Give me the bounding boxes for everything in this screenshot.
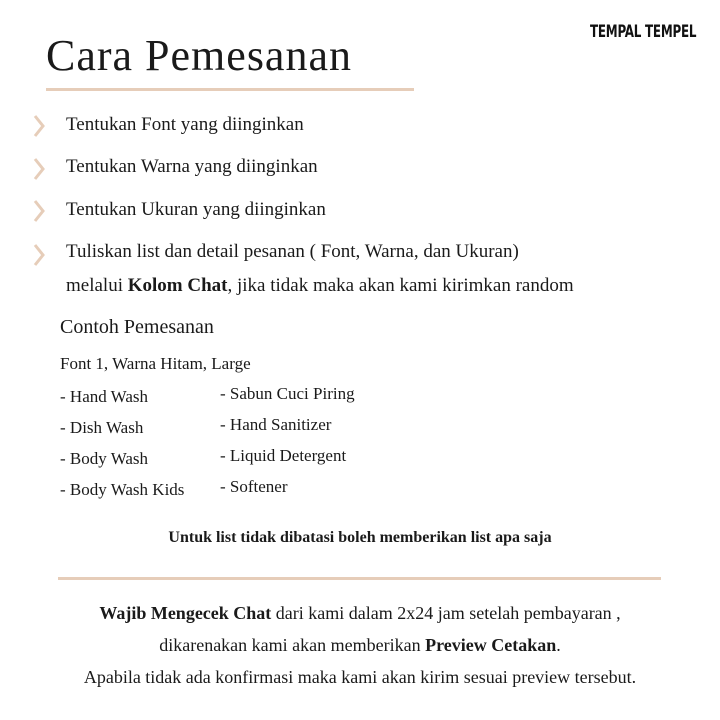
example-list-left (60, 383, 184, 507)
step-1-text: Tentukan Font yang diinginkan (66, 114, 304, 135)
step-2 (66, 150, 318, 184)
closing-line-2-pre: dikarenakan kami akan memberikan (159, 635, 426, 655)
step-3 (66, 193, 326, 227)
list-item: - Liquid Detergent (220, 446, 347, 465)
closing-line-2 (0, 629, 720, 661)
step-4-line-2 (66, 269, 574, 303)
example-title: Contoh Pemesanan (60, 316, 214, 338)
page-title: Cara Pemesanan (46, 31, 352, 80)
list-item: - Body Wash (60, 449, 149, 468)
step-1 (66, 108, 304, 142)
chevron-right-icon (30, 156, 48, 182)
brand-logo: TEMPAL TEMPEL (589, 22, 696, 42)
closing-line-1 (0, 597, 720, 629)
wajib-cek-chat-emphasis: Wajib Mengecek Chat (99, 603, 272, 623)
closing-line-1-post: dari kami dalam 2x24 jam setelah pembayaran , (271, 603, 621, 623)
kolom-chat-emphasis: Kolom Chat (127, 275, 228, 296)
step-2-text: Tentukan Warna yang diinginkan (66, 156, 318, 177)
list-item: - Body Wash Kids (60, 480, 185, 499)
list-note: Untuk list tidak dibatasi boleh memberikan list apa saja (168, 529, 552, 546)
list-item: - Sabun Cuci Piring (220, 384, 355, 403)
step-4-line-2-pre: melalui (66, 275, 128, 296)
title-divider (46, 88, 414, 91)
step-4 (66, 235, 574, 303)
example-subtitle: Font 1, Warna Hitam, Large (60, 354, 251, 373)
chevron-right-icon (30, 242, 48, 268)
chevron-right-icon (30, 113, 48, 139)
preview-cetakan-emphasis: Preview Cetakan (425, 635, 557, 655)
closing-text (0, 597, 720, 693)
closing-line-3: Apabila tidak ada konfirmasi maka kami akan kirim sesuai preview tersebut. (83, 667, 637, 687)
list-item: - Hand Sanitizer (220, 415, 332, 434)
example-list-right (220, 380, 355, 504)
bottom-divider (58, 577, 661, 580)
list-item: - Dish Wash (60, 418, 144, 437)
list-item: - Hand Wash (60, 387, 149, 406)
step-3-text: Tentukan Ukuran yang diinginkan (66, 199, 326, 220)
chevron-right-icon (30, 198, 48, 224)
step-4-line-1: Tuliskan list dan detail pesanan ( Font, Warna, dan Ukuran) (66, 241, 519, 262)
list-item: - Softener (220, 477, 288, 496)
step-4-line-2-post: , jika tidak maka akan kami kirimkan random (227, 275, 574, 296)
closing-line-2-post: . (556, 635, 561, 655)
